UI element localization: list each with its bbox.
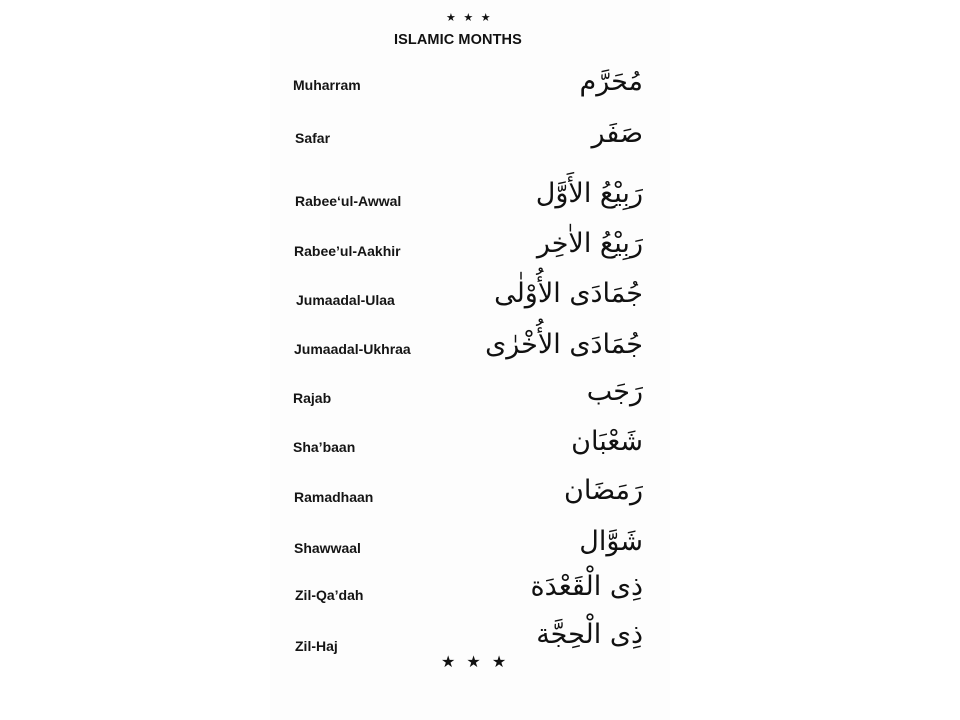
month-english-rabee-ul-aakhir: Rabee’ul-Aakhir — [294, 243, 401, 259]
top-stars-ornament: ★ ★ ★ — [446, 11, 491, 24]
page-title: ISLAMIC MONTHS — [394, 32, 522, 48]
document-page — [270, 0, 670, 720]
month-arabic-muharram: مُحَرَّم — [579, 66, 643, 97]
month-arabic-zil-haj: ذِى الْحِجَّة — [536, 619, 643, 650]
month-english-safar: Safar — [295, 130, 331, 146]
month-english-rabee-ul-awwal: Rabee‘ul-Awwal — [295, 193, 402, 209]
month-english-jumaadal-ukhraa: Jumaadal-Ukhraa — [294, 341, 411, 357]
month-arabic-jumaadal-ukhraa: جُمَادَى الأُخْرٰى — [485, 329, 643, 360]
month-english-rajab: Rajab — [293, 390, 332, 406]
month-arabic-rajab: رَجَب — [586, 376, 643, 407]
month-english-muharram: Muharram — [293, 77, 361, 93]
month-arabic-shawwaal: شَوَّال — [579, 526, 643, 557]
month-english-shabaan: Sha’baan — [293, 439, 356, 455]
month-arabic-zil-qadah: ذِى الْقَعْدَة — [530, 571, 643, 602]
month-arabic-safar: صَفَر — [591, 118, 643, 149]
month-arabic-rabee-ul-aakhir: رَبِيْعُ الاٰخِر — [536, 228, 643, 259]
month-arabic-jumaadal-ulaa: جُمَادَى الأُوْلٰى — [494, 278, 643, 309]
month-english-ramadhaan: Ramadhaan — [294, 489, 374, 505]
month-arabic-rabee-ul-awwal: رَبِيْعُ الأَوَّل — [535, 178, 643, 209]
month-english-zil-haj: Zil-Haj — [295, 638, 338, 654]
bottom-stars-ornament: ★ ★ ★ — [441, 652, 507, 671]
month-arabic-ramadhaan: رَمَضَان — [564, 475, 643, 506]
month-english-shawwaal: Shawwaal — [294, 540, 361, 556]
month-arabic-shabaan: شَعْبَان — [571, 426, 643, 457]
month-english-jumaadal-ulaa: Jumaadal-Ulaa — [296, 292, 395, 308]
month-english-zil-qadah: Zil-Qa’dah — [295, 587, 364, 603]
